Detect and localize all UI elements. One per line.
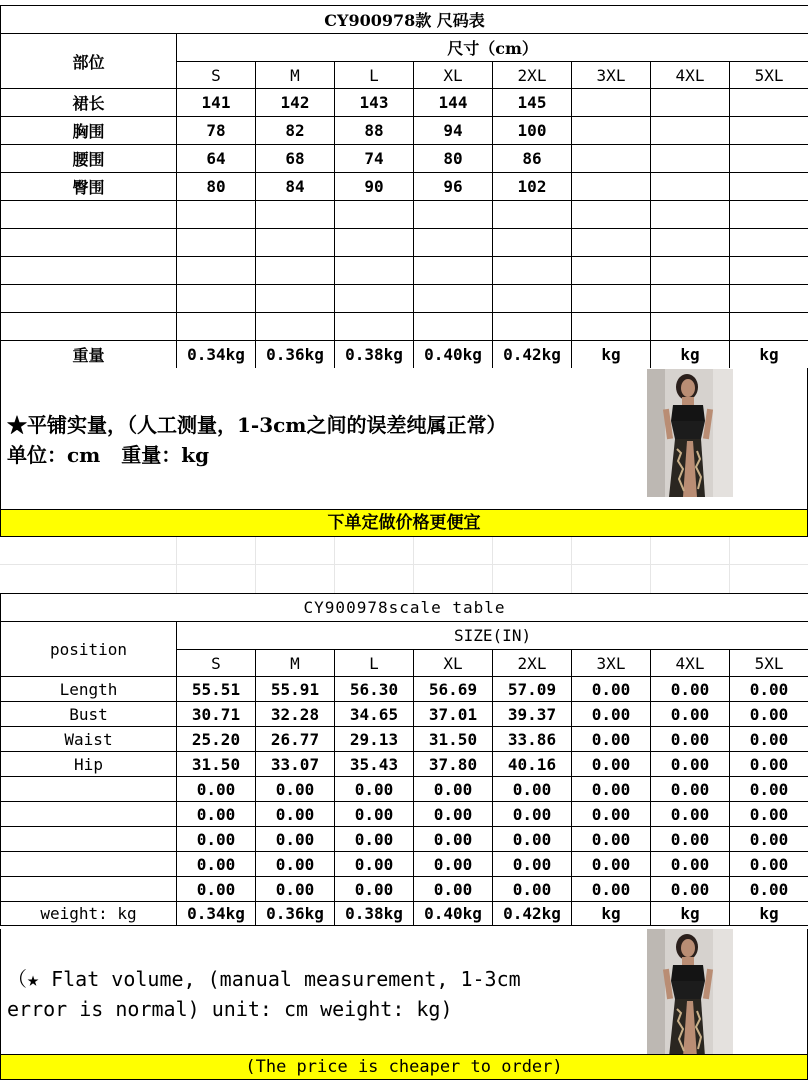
measurement-cell xyxy=(177,285,256,313)
measurement-cell: 0.00 xyxy=(177,827,256,852)
measurement-cell xyxy=(493,257,572,285)
weight-label: weight: kg xyxy=(1,902,177,926)
measurement-cell xyxy=(572,229,651,257)
measurement-cell: 90 xyxy=(335,173,414,201)
measurement-cell: 0.00 xyxy=(651,877,730,902)
measurement-cell: 0.00 xyxy=(730,752,808,777)
weight-cell: 0.42kg xyxy=(493,902,572,926)
measurement-cell: 0.00 xyxy=(256,827,335,852)
measurement-cell xyxy=(651,117,730,145)
weight-cell: 0.38kg xyxy=(335,341,414,369)
measurement-cell: 33.07 xyxy=(256,752,335,777)
table-row xyxy=(1,229,808,257)
row-label: 胸围 xyxy=(1,117,177,145)
row-label xyxy=(1,257,177,285)
weight-cell: 0.34kg xyxy=(177,902,256,926)
measurement-cell: 142 xyxy=(256,89,335,117)
measurement-cell: 0.00 xyxy=(335,877,414,902)
measurement-cell: 0.00 xyxy=(414,827,493,852)
measurement-cell: 0.00 xyxy=(651,777,730,802)
row-label xyxy=(1,852,177,877)
measurement-cell: 0.00 xyxy=(572,877,651,902)
header-position: 部位 xyxy=(1,34,177,89)
header-position: position xyxy=(1,622,177,677)
weight-cell: kg xyxy=(572,341,651,369)
measurement-cell: 86 xyxy=(493,145,572,173)
size-header: XL xyxy=(414,650,493,677)
measurement-cell xyxy=(493,229,572,257)
measurement-cell: 32.28 xyxy=(256,702,335,727)
measurement-cell: 0.00 xyxy=(256,852,335,877)
size-header: M xyxy=(256,62,335,89)
size-header: 2XL xyxy=(493,62,572,89)
table-row xyxy=(1,285,808,313)
table-row xyxy=(1,257,808,285)
promo-banner: (The price is cheaper to order) xyxy=(0,1054,808,1080)
measurement-cell xyxy=(572,257,651,285)
measurement-cell xyxy=(572,201,651,229)
measurement-cell: 68 xyxy=(256,145,335,173)
size-header: 5XL xyxy=(730,62,808,89)
sheet-gap xyxy=(0,537,808,593)
size-header: M xyxy=(256,650,335,677)
size-header: L xyxy=(335,62,414,89)
measurement-cell: 0.00 xyxy=(651,802,730,827)
measurement-cell xyxy=(335,229,414,257)
measurement-cell: 84 xyxy=(256,173,335,201)
size-header: 4XL xyxy=(651,650,730,677)
measurement-cell: 0.00 xyxy=(493,777,572,802)
measurement-cell: 0.00 xyxy=(177,877,256,902)
measurement-cell: 0.00 xyxy=(651,852,730,877)
measurement-cell xyxy=(335,285,414,313)
weight-cell: 0.34kg xyxy=(177,341,256,369)
size-header: 4XL xyxy=(651,62,730,89)
measurement-cell: 0.00 xyxy=(572,752,651,777)
measurement-cell xyxy=(572,145,651,173)
measurement-cell: 56.30 xyxy=(335,677,414,702)
measurement-cell xyxy=(572,117,651,145)
measurement-cell: 94 xyxy=(414,117,493,145)
measurement-cell xyxy=(572,173,651,201)
note-line: error is normal) unit: cm weight: kg) xyxy=(7,997,453,1021)
row-label xyxy=(1,285,177,313)
measurement-cell: 34.65 xyxy=(335,702,414,727)
table-title: CY900978scale table xyxy=(1,594,808,622)
measurement-cell xyxy=(730,229,808,257)
measurement-cell xyxy=(651,257,730,285)
table-row xyxy=(1,852,808,877)
row-label xyxy=(1,777,177,802)
table-row xyxy=(1,677,808,702)
measurement-cell: 0.00 xyxy=(572,727,651,752)
measurement-cell xyxy=(730,89,808,117)
model-photo xyxy=(647,929,733,1057)
measurement-cell: 0.00 xyxy=(493,852,572,877)
measurement-cell: 145 xyxy=(493,89,572,117)
weight-cell: kg xyxy=(572,902,651,926)
measurement-cell: 25.20 xyxy=(177,727,256,752)
weight-cell: 0.40kg xyxy=(414,341,493,369)
measurement-cell xyxy=(256,229,335,257)
measurement-cell: 39.37 xyxy=(493,702,572,727)
measurement-cell xyxy=(730,313,808,341)
measurement-cell xyxy=(177,229,256,257)
measurement-cell: 80 xyxy=(177,173,256,201)
row-label: Bust xyxy=(1,702,177,727)
measurement-cell xyxy=(651,145,730,173)
measurement-cell xyxy=(256,257,335,285)
measurement-cell xyxy=(414,285,493,313)
measurement-cell: 102 xyxy=(493,173,572,201)
table-row xyxy=(1,752,808,777)
measurement-cell xyxy=(651,313,730,341)
measurement-cell xyxy=(651,201,730,229)
measurement-cell xyxy=(493,201,572,229)
size-table-cn xyxy=(0,5,808,369)
measurement-cell xyxy=(335,201,414,229)
weight-cell: kg xyxy=(651,902,730,926)
measurement-cell: 26.77 xyxy=(256,727,335,752)
measurement-cell: 82 xyxy=(256,117,335,145)
measurement-cell: 37.01 xyxy=(414,702,493,727)
row-label xyxy=(1,201,177,229)
measurement-cell: 0.00 xyxy=(572,702,651,727)
table-row xyxy=(1,802,808,827)
measurement-cell: 88 xyxy=(335,117,414,145)
measurement-cell xyxy=(730,145,808,173)
measurement-cell xyxy=(177,257,256,285)
measurement-cell: 0.00 xyxy=(572,802,651,827)
measurement-cell xyxy=(572,313,651,341)
measurement-cell: 0.00 xyxy=(651,827,730,852)
measurement-cell: 0.00 xyxy=(256,802,335,827)
measurement-cell xyxy=(177,313,256,341)
measurement-cell: 78 xyxy=(177,117,256,145)
measurement-cell xyxy=(256,313,335,341)
measurement-cell: 143 xyxy=(335,89,414,117)
measurement-cell: 0.00 xyxy=(335,852,414,877)
row-label xyxy=(1,313,177,341)
size-header: 3XL xyxy=(572,650,651,677)
measurement-cell xyxy=(256,201,335,229)
measurement-cell xyxy=(651,173,730,201)
table-row xyxy=(1,117,808,145)
table-row xyxy=(1,702,808,727)
measurement-cell xyxy=(414,229,493,257)
measurement-cell: 0.00 xyxy=(177,777,256,802)
measurement-cell: 0.00 xyxy=(414,852,493,877)
size-header: S xyxy=(177,650,256,677)
measurement-cell: 57.09 xyxy=(493,677,572,702)
size-header: S xyxy=(177,62,256,89)
model-photo xyxy=(647,369,733,497)
weight-cell: kg xyxy=(730,341,808,369)
measurement-cell xyxy=(335,313,414,341)
row-label: 臀围 xyxy=(1,173,177,201)
weight-cell: 0.36kg xyxy=(256,902,335,926)
measurement-cell: 0.00 xyxy=(256,877,335,902)
measurement-cell: 31.50 xyxy=(177,752,256,777)
measurement-cell: 144 xyxy=(414,89,493,117)
size-header: 2XL xyxy=(493,650,572,677)
header-size-unit: SIZE(IN) xyxy=(177,622,808,650)
row-label: Length xyxy=(1,677,177,702)
measurement-cell: 55.91 xyxy=(256,677,335,702)
size-header: XL xyxy=(414,62,493,89)
measurement-cell: 33.86 xyxy=(493,727,572,752)
measurement-cell: 0.00 xyxy=(730,827,808,852)
measurement-cell: 37.80 xyxy=(414,752,493,777)
measurement-cell: 56.69 xyxy=(414,677,493,702)
measurement-cell: 0.00 xyxy=(335,802,414,827)
measurement-cell: 31.50 xyxy=(414,727,493,752)
measurement-cell xyxy=(177,201,256,229)
measurement-rows xyxy=(1,89,808,341)
measurement-cell: 96 xyxy=(414,173,493,201)
row-label: Hip xyxy=(1,752,177,777)
measurement-cell xyxy=(414,257,493,285)
measurement-cell: 0.00 xyxy=(177,852,256,877)
measurement-cell: 0.00 xyxy=(493,802,572,827)
measurement-cell: 0.00 xyxy=(572,852,651,877)
measurement-cell: 0.00 xyxy=(493,877,572,902)
measurement-cell: 0.00 xyxy=(414,877,493,902)
measurement-cell xyxy=(572,285,651,313)
header-size-unit: 尺寸（cm） xyxy=(177,34,808,62)
size-header: 3XL xyxy=(572,62,651,89)
measurement-cell xyxy=(256,285,335,313)
table-row xyxy=(1,201,808,229)
measurement-cell: 0.00 xyxy=(651,702,730,727)
note-line: 单位：cm 重量：kg xyxy=(7,443,210,467)
measurement-cell: 0.00 xyxy=(651,752,730,777)
measurement-cell: 0.00 xyxy=(730,677,808,702)
table-title: CY900978款 尺码表 xyxy=(1,6,808,34)
measurement-cell: 0.00 xyxy=(335,777,414,802)
measurement-cell: 74 xyxy=(335,145,414,173)
measurement-cell: 0.00 xyxy=(651,727,730,752)
measurement-cell: 0.00 xyxy=(493,827,572,852)
measurement-cell: 0.00 xyxy=(730,802,808,827)
measurement-cell: 64 xyxy=(177,145,256,173)
measurement-cell xyxy=(414,201,493,229)
row-label xyxy=(1,229,177,257)
weight-cell: kg xyxy=(651,341,730,369)
measurement-cell: 40.16 xyxy=(493,752,572,777)
measurement-cell xyxy=(730,173,808,201)
measurement-cell: 0.00 xyxy=(730,777,808,802)
measurement-cell xyxy=(730,117,808,145)
measurement-cell xyxy=(730,285,808,313)
measurement-cell: 0.00 xyxy=(177,802,256,827)
weight-cell: 0.38kg xyxy=(335,902,414,926)
table-row xyxy=(1,827,808,852)
weight-cell: 0.36kg xyxy=(256,341,335,369)
table-row xyxy=(1,173,808,201)
row-label xyxy=(1,827,177,852)
measurement-cell: 0.00 xyxy=(651,677,730,702)
measurement-cell: 0.00 xyxy=(572,777,651,802)
weight-cell: kg xyxy=(730,902,808,926)
note-line: （★ Flat volume, (manual measurement, 1-3cm xyxy=(7,967,521,991)
note-line: ★平铺实量，（人工测量，1-3cm之间的误差纯属正常） xyxy=(7,413,507,437)
table-row xyxy=(1,727,808,752)
measurement-cell: 0.00 xyxy=(572,677,651,702)
measurement-cell: 29.13 xyxy=(335,727,414,752)
measurement-cell xyxy=(493,285,572,313)
measurement-cell xyxy=(414,313,493,341)
measurement-cell: 80 xyxy=(414,145,493,173)
row-label xyxy=(1,802,177,827)
measurement-cell: 35.43 xyxy=(335,752,414,777)
measurement-cell: 0.00 xyxy=(335,827,414,852)
measurement-cell: 0.00 xyxy=(414,802,493,827)
weight-cell: 0.42kg xyxy=(493,341,572,369)
size-table-en xyxy=(0,593,808,926)
measurement-cell: 55.51 xyxy=(177,677,256,702)
table-row xyxy=(1,777,808,802)
measurement-cell: 0.00 xyxy=(730,702,808,727)
weight-label: 重量 xyxy=(1,341,177,369)
table-row xyxy=(1,89,808,117)
table-row xyxy=(1,877,808,902)
measurement-cell: 141 xyxy=(177,89,256,117)
measurement-cell xyxy=(651,89,730,117)
measurement-cell xyxy=(730,201,808,229)
measurement-cell: 0.00 xyxy=(256,777,335,802)
measurement-cell xyxy=(651,285,730,313)
measurement-cell: 0.00 xyxy=(730,727,808,752)
measurement-cell xyxy=(572,89,651,117)
measurement-cell: 0.00 xyxy=(572,827,651,852)
measurement-cell: 30.71 xyxy=(177,702,256,727)
row-label xyxy=(1,877,177,902)
note-box-en xyxy=(0,929,808,1054)
measurement-cell: 0.00 xyxy=(730,877,808,902)
weight-cell: 0.40kg xyxy=(414,902,493,926)
row-label: Waist xyxy=(1,727,177,752)
table-row xyxy=(1,313,808,341)
promo-banner: 下单定做价格更便宜 xyxy=(0,509,808,537)
note-box-cn xyxy=(0,368,808,509)
size-header: 5XL xyxy=(730,650,808,677)
measurement-cell: 100 xyxy=(493,117,572,145)
size-header: L xyxy=(335,650,414,677)
table-row xyxy=(1,145,808,173)
measurement-cell: 0.00 xyxy=(730,852,808,877)
measurement-cell xyxy=(493,313,572,341)
measurement-cell xyxy=(335,257,414,285)
measurement-cell xyxy=(730,257,808,285)
row-label: 裙长 xyxy=(1,89,177,117)
measurement-cell: 0.00 xyxy=(414,777,493,802)
row-label: 腰围 xyxy=(1,145,177,173)
measurement-rows xyxy=(1,677,808,902)
measurement-cell xyxy=(651,229,730,257)
